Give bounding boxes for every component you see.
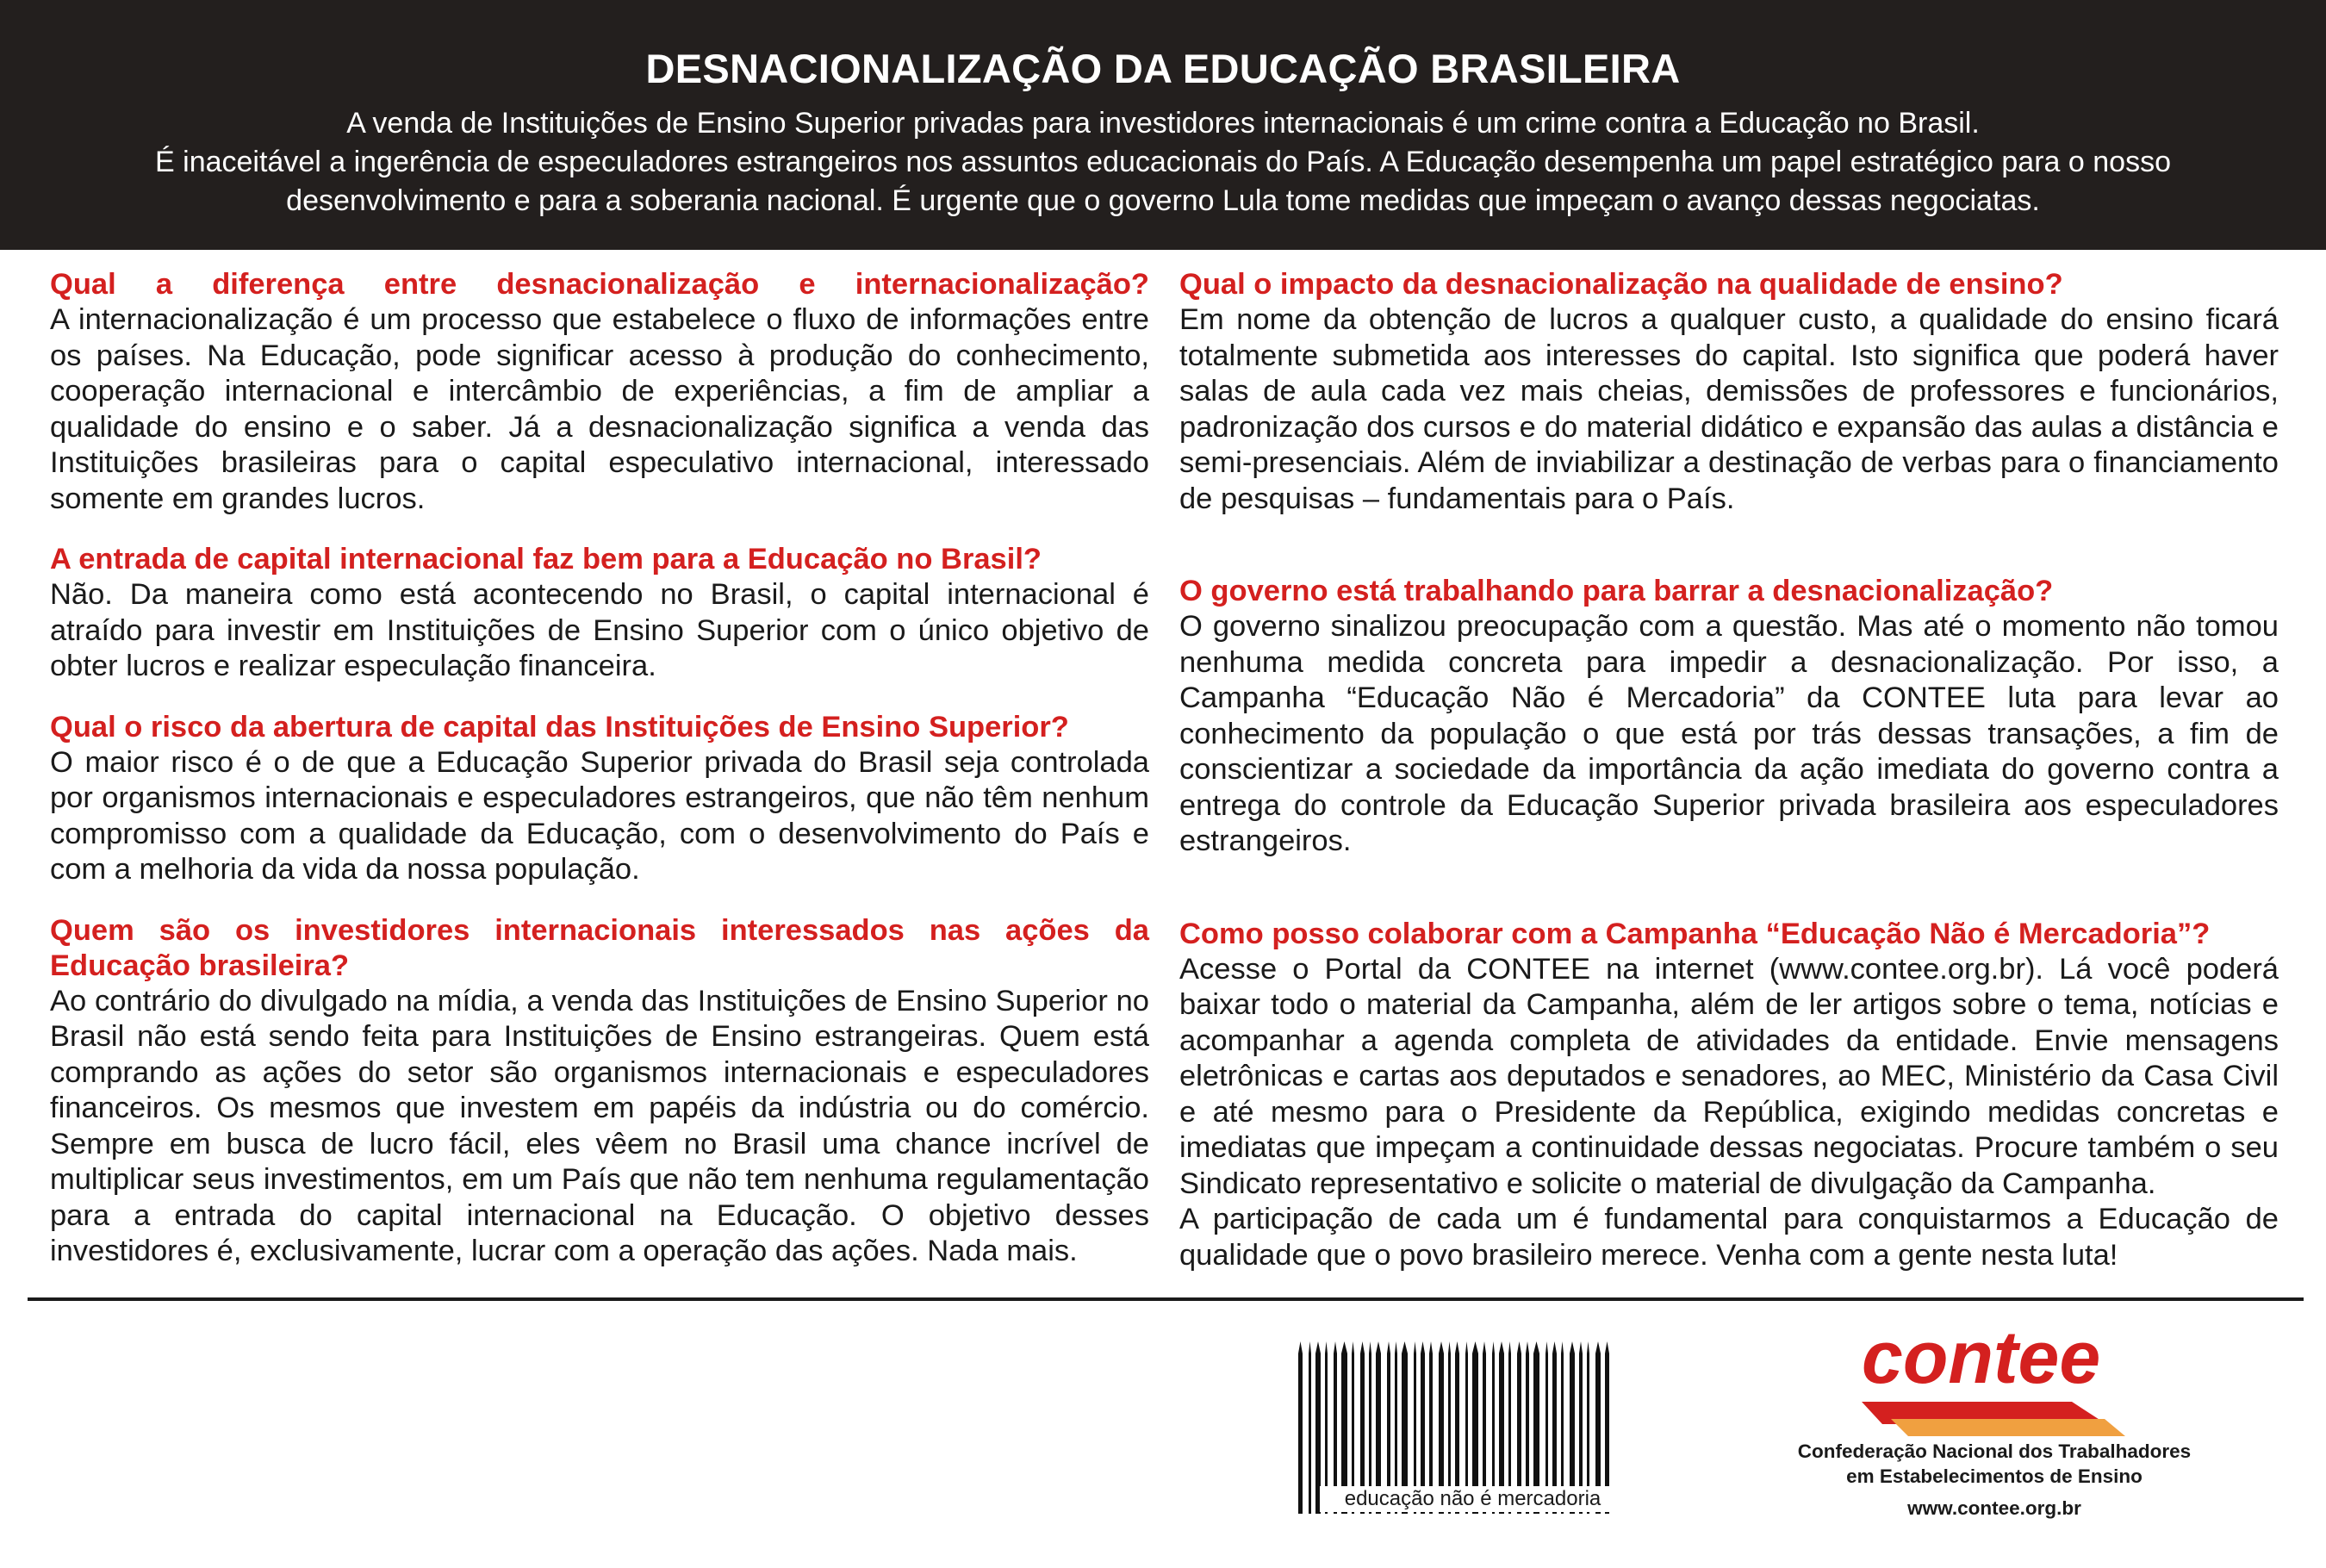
qa-block	[1179, 574, 2279, 860]
answer-text: A internacionalização é um processo que estabelece o fluxo de informações entre os países. Na Educação, pode significar acesso à produção do conhecimento, cooperação internacional e intercâmbio de experiências, a fim de ampliar a qualidade do ensino e o saber. Já a desnacionalização significa a venda das Instituições brasileiras para o capital especulativo internacional, interessado somente em grandes lucros.	[50, 303, 1149, 515]
qa-block	[50, 542, 1149, 685]
contee-logo	[1856, 1322, 2132, 1452]
qa-block	[50, 710, 1149, 888]
answer-text: Em nome da obtenção de lucros a qualquer custo, a qualidade do ensino ficará totalmente submetida aos interesses do capital. Isto significa que poderá haver salas de aula cada vez mais cheias, demissões de professores e funcionários, padronização dos cursos e do material didático e expansão das aulas a distância e semi-presenciais. Além de inviabilizar a destinação de verbas para o financiamento de pesquisas – fundamentais para o País.	[1179, 303, 2279, 515]
qa-block	[1179, 267, 2279, 517]
answer-text: Acesse o Portal da CONTEE na internet (www.contee.org.br). Lá você poderá baixar todo o material da Campanha, além de ler artigos sobre o tema, notícias e acompanhar a agenda completa de atividades da entidade. Envie mensagens eletrônicas e cartas aos deputados e senadores, ao MEC, Ministério da Casa Civil e até mesmo para o Presidente da República, exigindo medidas concretas e imediatas que impeçam a continuidade dessas negociatas. Procure também o seu Sindicato representativo e solicite o material de divulgação da Campanha.	[1179, 952, 2279, 1200]
question-heading: Como posso colaborar com a Campanha “Educação Não é Mercadoria”?	[1179, 917, 2211, 950]
header-banner	[0, 0, 2326, 250]
answer-text: Não. Da maneira como está acontecendo no Brasil, o capital internacional é atraído para investir em Instituições de Ensino Superior com o único objetivo de obter lucros e realizar especulação financeira.	[50, 578, 1149, 682]
question-heading: Qual a diferença entre desnacionalização e internacionalização?	[50, 268, 1149, 301]
right-column	[1179, 267, 2279, 1298]
qa-block	[1179, 917, 2279, 1274]
question-heading: Qual o risco da abertura de capital das Instituições de Ensino Superior?	[50, 710, 1069, 744]
answer-text: Ao contrário do divulgado na mídia, a venda das Instituições de Ensino Superior no Brasil não está sendo feita para Instituições de Ensino estrangeiras. Quem está comprando as ações do setor são organismos internacionais e especuladores financeiros. Os mesmos que investem em papéis da indústria ou do comércio. Sempre em busca de lucro fácil, eles vêem no Brasil uma chance incrível de multiplicar seus investimentos, em um País que não tem nenhuma regulamentação para a entrada do capital internacional na Educação. O objetivo desses investidores é, exclusivamente, lucrar com a operação das ações. Nada mais.	[50, 984, 1149, 1267]
logo-swoosh-orange	[1891, 1419, 2125, 1436]
header-intro-line-2: É inaceitável a ingerência de especuladores estrangeiros nos assuntos educacionais do País. A Educação desempenha um papel estratégico para o nosso desenvolvimento e para a soberania nacional. É urgente que o governo Lula tome medidas que impeçam o avanço dessas negociatas.	[155, 146, 2171, 217]
org-name-line-1: Confederação Nacional dos Trabalhadores	[1797, 1440, 2192, 1462]
org-website: www.contee.org.br	[1907, 1497, 2081, 1519]
barcode-label: educação não é mercadoria	[1320, 1486, 1626, 1512]
organization-info	[1757, 1439, 2231, 1521]
answer-text-closing: A participação de cada um é fundamental para conquistarmos a Educação de qualidade que o povo brasileiro merece. Venha com a gente nesta luta!	[1179, 1203, 2279, 1272]
qa-block	[50, 267, 1149, 517]
answer-text: O governo sinalizou preocupação com a questão. Mas até o momento não tomou nenhuma medida concreta para impedir a desnacionalização. Por isso, a Campanha “Educação Não é Mercadoria” da CONTEE luta para levar ao conhecimento da população o que está por trás dessas transações, a fim de conscientizar a sociedade da importância da ação imediata do governo contra a entrega do controle da Educação Superior privada brasileira aos especuladores estrangeiros.	[1179, 610, 2279, 857]
logo-wordmark: contee	[1862, 1322, 2101, 1399]
footer-divider	[28, 1297, 2304, 1301]
left-column	[50, 267, 1149, 1295]
qa-block	[50, 913, 1149, 1270]
answer-text: O maior risco é o de que a Educação Superior privada do Brasil seja controlada por organismos internacionais e especuladores estrangeiros, que não têm nenhum compromisso com a qualidade da Educação, com o desenvolvimento do País e com a melhoria da vida da nossa população.	[50, 745, 1149, 886]
org-name-line-2: em Estabelecimentos de Ensino	[1846, 1465, 2143, 1487]
header-intro-line-1: A venda de Instituições de Ensino Superior privadas para investidores internacionais é um crime contra a Educação no Brasil.	[346, 107, 1980, 140]
question-heading: A entrada de capital internacional faz bem para a Educação no Brasil?	[50, 543, 1042, 576]
question-heading: Quem são os investidores internacionais interessados nas ações da Educação brasileira?	[50, 913, 1149, 982]
question-heading: O governo está trabalhando para barrar a desnacionalização?	[1179, 575, 2054, 607]
question-heading: Qual o impacto da desnacionalização na qualidade de ensino?	[1179, 268, 2063, 301]
page-title: DESNACIONALIZAÇÃO DA EDUCAÇÃO BRASILEIRA	[645, 46, 1681, 91]
